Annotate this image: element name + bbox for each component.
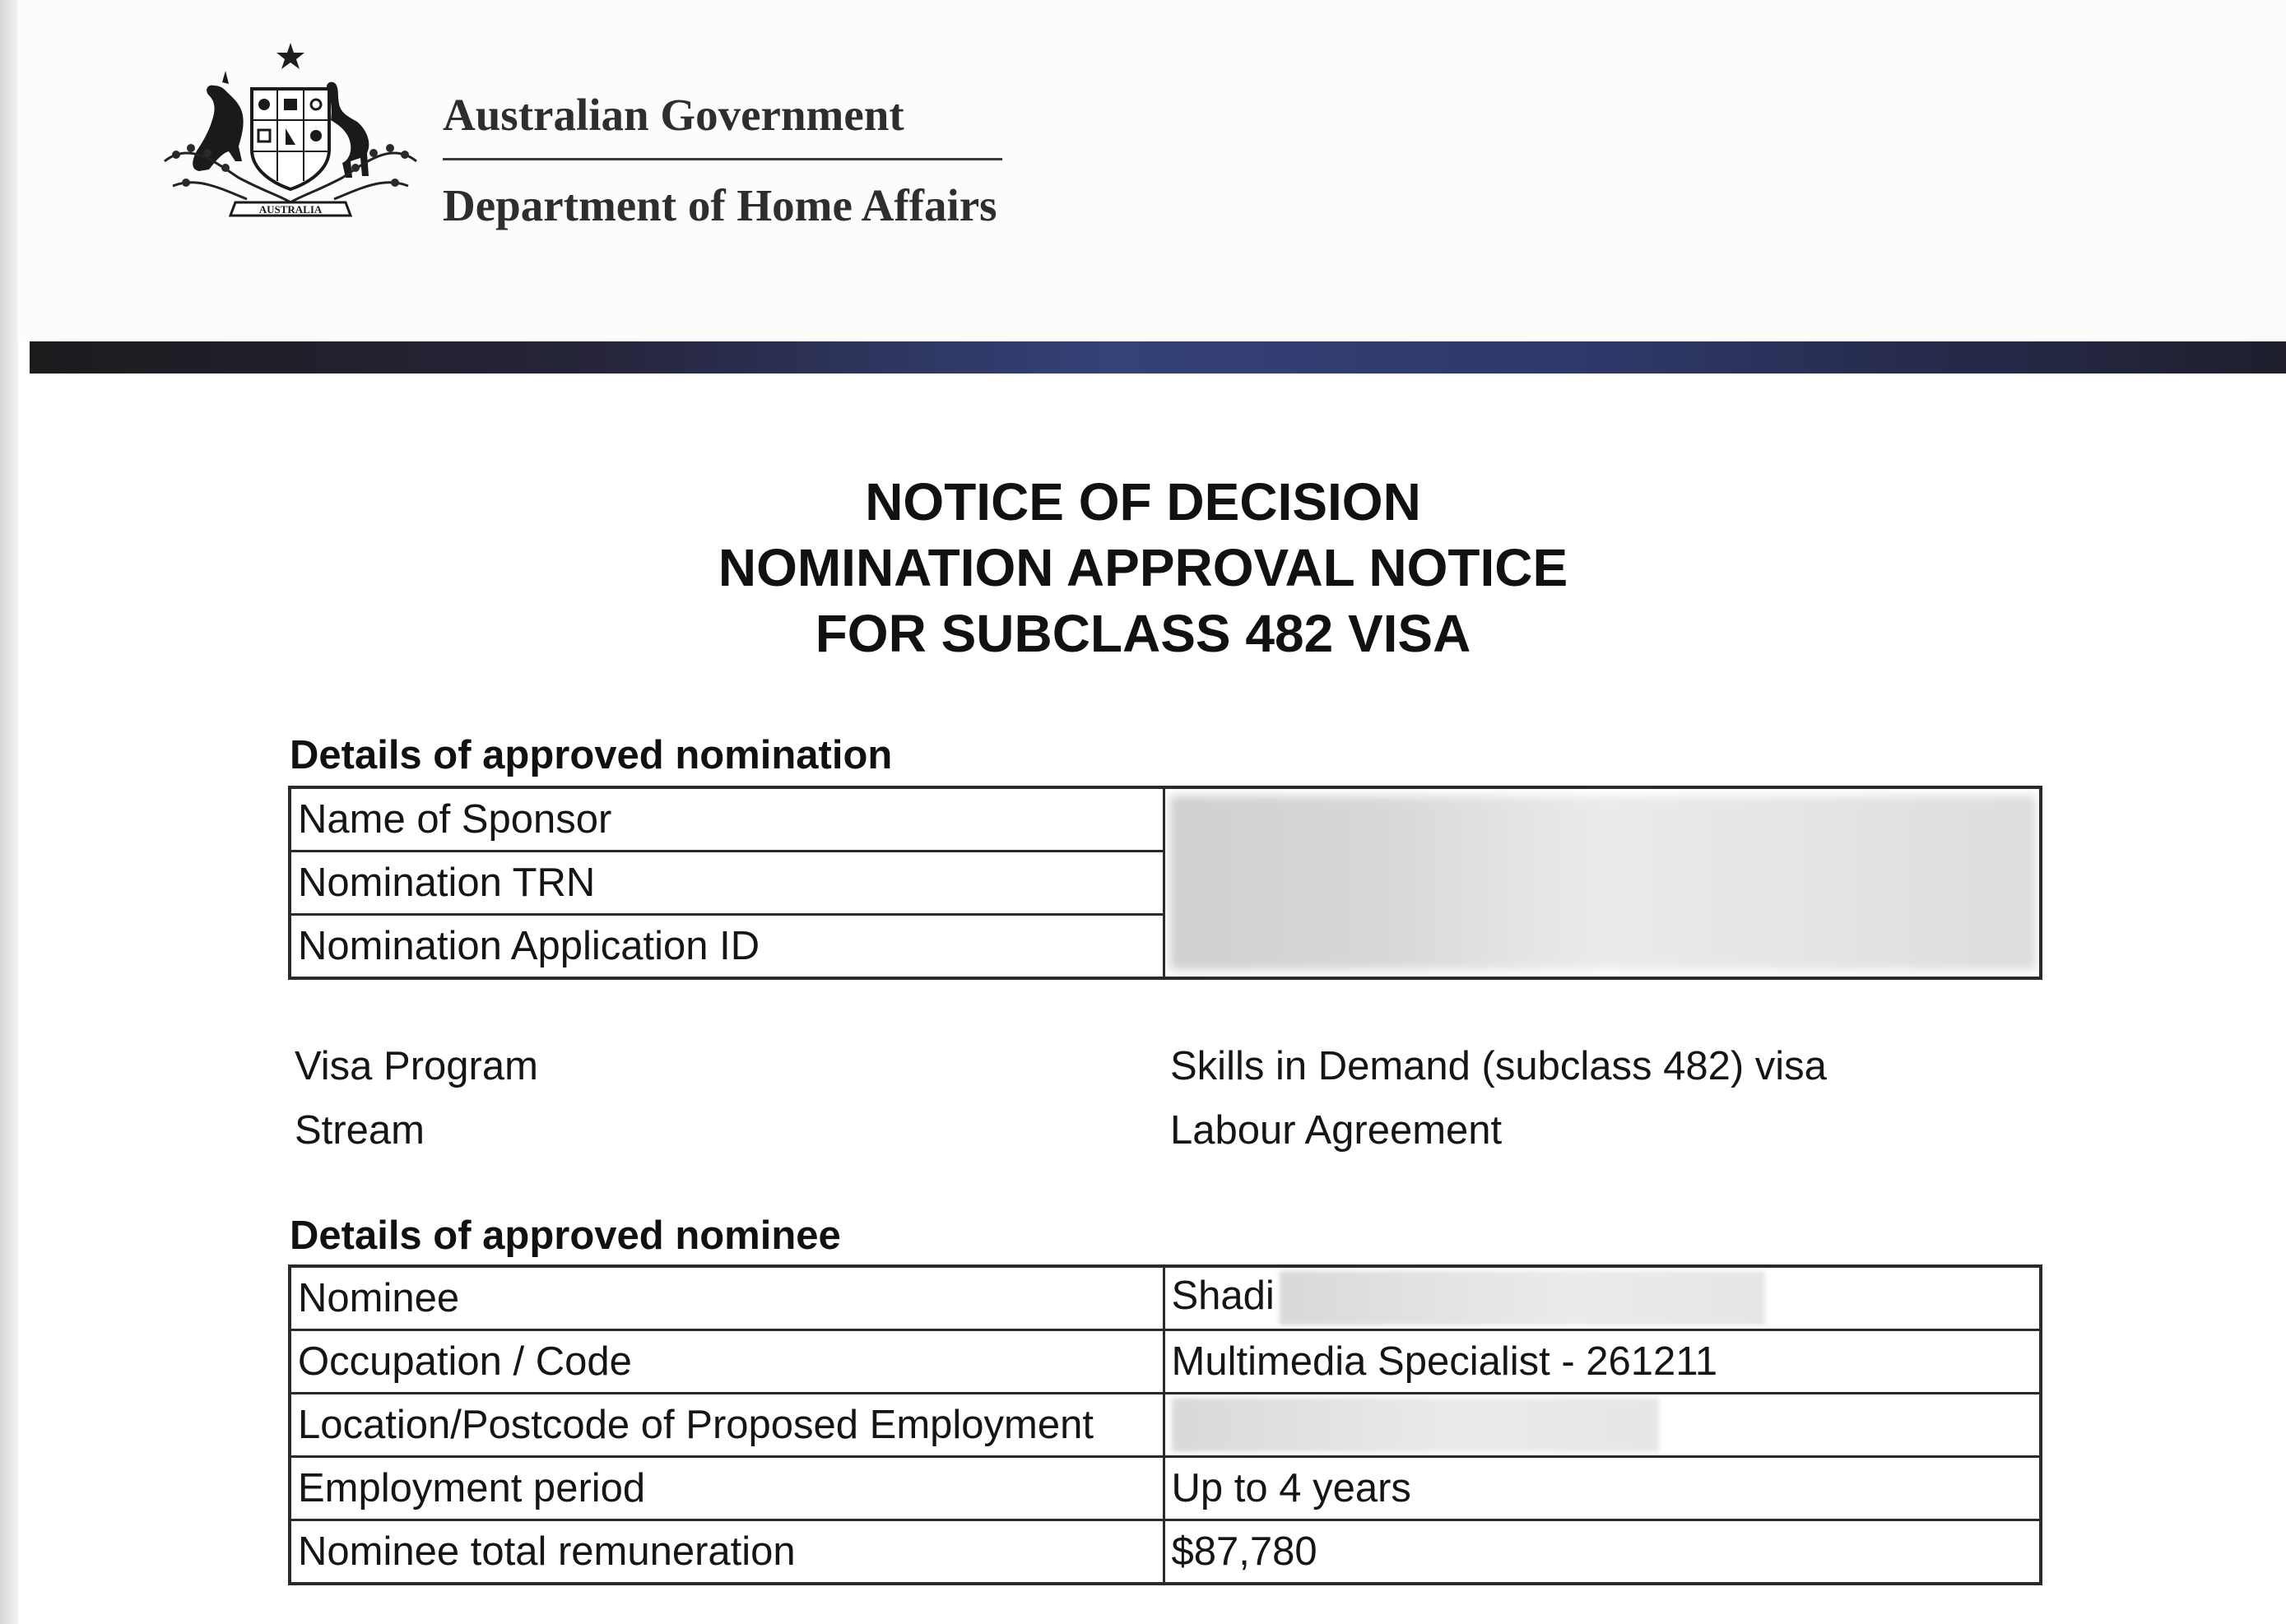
occupation-label: Occupation / Code bbox=[290, 1330, 1164, 1394]
title-line-1: NOTICE OF DECISION bbox=[865, 472, 1421, 531]
visa-program-value: Skills in Demand (subclass 482) visa bbox=[1170, 1044, 1827, 1088]
letterhead-divider bbox=[443, 158, 1002, 160]
location-label: Location/Postcode of Proposed Employment bbox=[290, 1394, 1164, 1457]
nomination-heading: Details of approved nomination bbox=[290, 733, 893, 777]
redacted-nomination-values bbox=[1164, 787, 2041, 978]
visa-program-label: Visa Program bbox=[295, 1044, 538, 1088]
remuneration-value: $87,780 bbox=[1164, 1520, 2041, 1585]
nominee-value-cell bbox=[1164, 1266, 2041, 1330]
occupation-value: Multimedia Specialist - 261211 bbox=[1164, 1330, 2041, 1394]
stream-value: Labour Agreement bbox=[1170, 1108, 1503, 1153]
nomination-application-id-label: Nomination Application ID bbox=[290, 915, 1164, 979]
employment-period-value: Up to 4 years bbox=[1164, 1457, 2041, 1520]
nominee-value: Shadi bbox=[1171, 1273, 1275, 1318]
redaction-blur bbox=[1172, 1398, 1659, 1452]
title-line-3: FOR SUBCLASS 482 VISA bbox=[815, 604, 1471, 663]
stream-label: Stream bbox=[295, 1108, 425, 1153]
redaction-blur bbox=[1280, 1271, 1765, 1325]
government-name: Australian Government bbox=[443, 90, 904, 140]
table-row bbox=[290, 1520, 2041, 1585]
commonwealth-coat-of-arms-icon bbox=[156, 38, 425, 235]
table-row bbox=[290, 1266, 2041, 1330]
redaction-blur bbox=[1170, 796, 2037, 970]
nomination-table bbox=[288, 786, 2042, 980]
remuneration-label: Nominee total remuneration bbox=[290, 1520, 1164, 1585]
crest-scroll-text: AUSTRALIA bbox=[258, 203, 323, 216]
nominee-label: Nominee bbox=[290, 1266, 1164, 1330]
nominee-table bbox=[288, 1264, 2042, 1585]
employment-period-label: Employment period bbox=[290, 1457, 1164, 1520]
table-row bbox=[290, 787, 2041, 851]
department-name: Department of Home Affairs bbox=[443, 180, 997, 230]
table-row bbox=[290, 1457, 2041, 1520]
table-row bbox=[290, 1330, 2041, 1394]
nomination-trn-label: Nomination TRN bbox=[290, 851, 1164, 915]
sponsor-name-label: Name of Sponsor bbox=[290, 787, 1164, 851]
title-line-2: NOMINATION APPROVAL NOTICE bbox=[718, 538, 1568, 597]
table-row bbox=[290, 1394, 2041, 1457]
page-left-edge bbox=[0, 0, 18, 1624]
nominee-heading: Details of approved nominee bbox=[290, 1213, 841, 1258]
document-title bbox=[0, 469, 2286, 666]
header-banner bbox=[30, 341, 2286, 374]
location-value-cell bbox=[1164, 1394, 2041, 1457]
